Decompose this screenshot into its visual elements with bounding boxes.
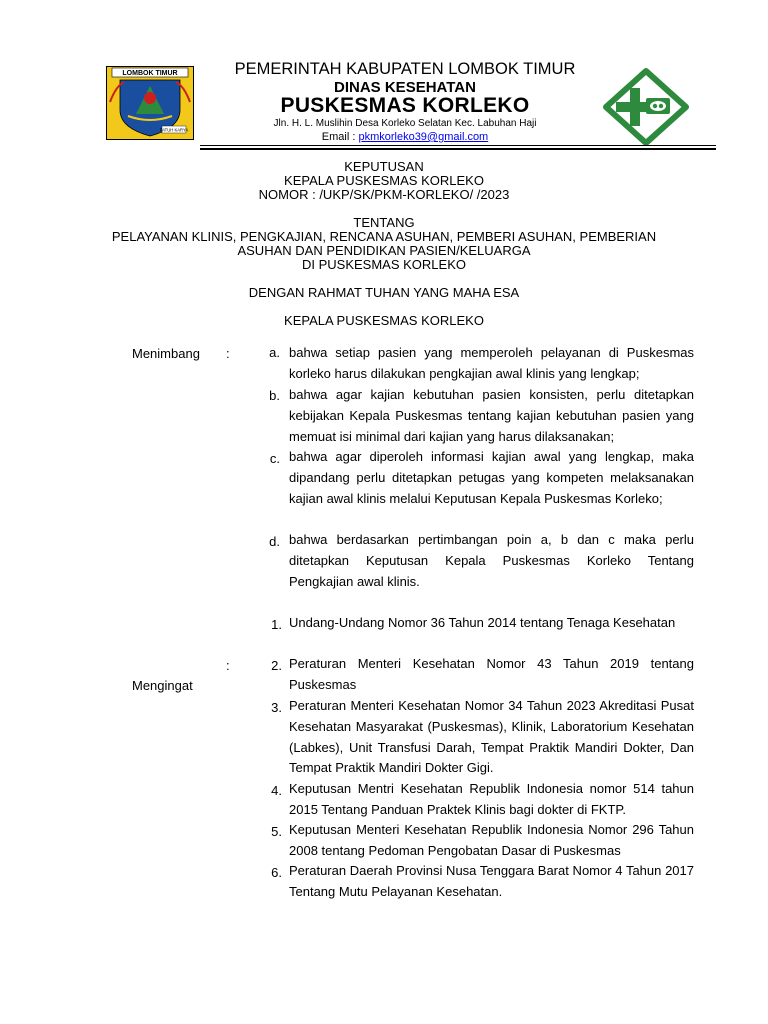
- menimbang-mark-d: d.: [269, 534, 280, 549]
- decree-subject-line-3: DI PUSKESMAS KORLEKO: [302, 257, 466, 272]
- decree-tentang: TENTANG: [353, 215, 415, 230]
- lombok-timur-emblem: [106, 66, 194, 140]
- decree-keputusan: KEPUTUSAN: [344, 159, 424, 174]
- decree-subject-line-1: PELAYANAN KLINIS, PENGKAJIAN, RENCANA ASUHAN, PEMBERI ASUHAN, PEMBERIAN: [111, 229, 657, 244]
- menimbang-item-a: bahwa setiap pasien yang memperoleh pelayanan di Puskesmas korleko harus dilakukan pengkajian awal klinis yang lengkap;: [289, 345, 694, 381]
- letterhead-rule-thick: [200, 148, 716, 150]
- mengingat-item-4: Keputusan Mentri Kesehatan Republik Indonesia nomor 514 tahun 2015 Tentang Panduan Praktek Klinis bagi dokter di FKTP.: [289, 781, 694, 817]
- menimbang-item-b: bahwa agar kajian kebutuhan pasien konsisten, perlu ditetapkan kebijakan Kepala Puskesmas tentang kajian kebutuhan pasien yang memuat isi minimal dari kajian yang harus dilaksanakan;: [289, 387, 694, 444]
- mengingat-item-1: Undang-Undang Nomor 36 Tahun 2014 tentang Tenaga Kesehatan: [289, 615, 676, 630]
- header-department: DINAS KESEHATAN: [334, 79, 476, 96]
- mengingat-mark-4: 4.: [271, 783, 282, 798]
- mengingat-colon: :: [226, 658, 230, 673]
- mengingat-mark-5: 5.: [271, 824, 282, 839]
- header-email-line: [200, 131, 610, 143]
- puskesmas-logo: [603, 68, 689, 146]
- mengingat-item-2: Peraturan Menteri Kesehatan Nomor 43 Tahun 2019 tentang Puskesmas: [289, 656, 694, 692]
- decree-issuer: KEPALA PUSKESMAS KORLEKO: [284, 173, 484, 188]
- letterhead-rule-thin: [200, 145, 716, 146]
- mengingat-mark-6: 6.: [271, 865, 282, 880]
- header-government: PEMERINTAH KABUPATEN LOMBOK TIMUR: [234, 60, 576, 78]
- emblem-title: LOMBOK TIMUR: [122, 70, 178, 78]
- mengingat-item-3: Peraturan Menteri Kesehatan Nomor 34 Tahun 2023 Akreditasi Pusat Kesehatan Masyarakat (Puskesmas), Klinik, Laboratorium Kesehatan (Labkes), Unit Transfusi Darah, Tempat Praktik Mandiri Dokter, Dan Tempat Praktik Mandiri Dokter Gigi.: [289, 698, 694, 776]
- menimbang-label: Menimbang: [132, 346, 200, 361]
- header-puskesmas-name: PUSKESMAS KORLEKO: [280, 94, 530, 117]
- decree-invocation: DENGAN RAHMAT TUHAN YANG MAHA ESA: [248, 285, 520, 300]
- mengingat-mark-2: 2.: [271, 658, 282, 673]
- mengingat-item-6: Peraturan Daerah Provinsi Nusa Tenggara Barat Nomor 4 Tahun 2017 Tentang Mutu Pelayanan Kesehatan.: [289, 863, 694, 899]
- menimbang-item-d: bahwa berdasarkan pertimbangan poin a, b dan c maka perlu ditetapkan Keputusan Kepala Puskesmas Korleko Tentang Pengkajian awal klinis.: [289, 532, 694, 589]
- mengingat-mark-1: 1.: [271, 617, 282, 632]
- decree-head: KEPALA PUSKESMAS KORLEKO: [284, 313, 484, 328]
- menimbang-mark-a: a.: [269, 345, 280, 360]
- email-label: Email :: [321, 131, 359, 143]
- menimbang-mark-c: c.: [269, 451, 280, 466]
- emblem-motto: PATUH KARYA: [159, 127, 189, 133]
- menimbang-mark-b: b.: [269, 388, 280, 403]
- header-address: Jln. H. L. Muslihin Desa Korleko Selatan Kec. Labuhan Haji: [273, 118, 537, 129]
- email-link[interactable]: pkmkorleko39@gmail.com: [358, 131, 489, 143]
- mengingat-item-5: Keputusan Menteri Kesehatan Republik Indonesia Nomor 296 Tahun 2008 tentang Pedoman Pengobatan Dasar di Puskesmas: [289, 822, 694, 858]
- menimbang-item-c: bahwa agar diperoleh informasi kajian awal yang lengkap, maka dipandang perlu ditetapkan petugas yang kompeten melaksanakan kajian awal klinis melalui Keputusan Kepala Puskesmas Korleko;: [289, 449, 694, 506]
- decree-subject-line-2: ASUHAN DAN PENDIDIKAN PASIEN/KELUARGA: [237, 243, 531, 258]
- menimbang-colon: :: [226, 346, 230, 361]
- mengingat-mark-3: 3.: [271, 700, 282, 715]
- mengingat-label: Mengingat: [132, 678, 193, 693]
- decree-number: NOMOR : /UKP/SK/PKM-KORLEKO/ /2023: [258, 187, 510, 202]
